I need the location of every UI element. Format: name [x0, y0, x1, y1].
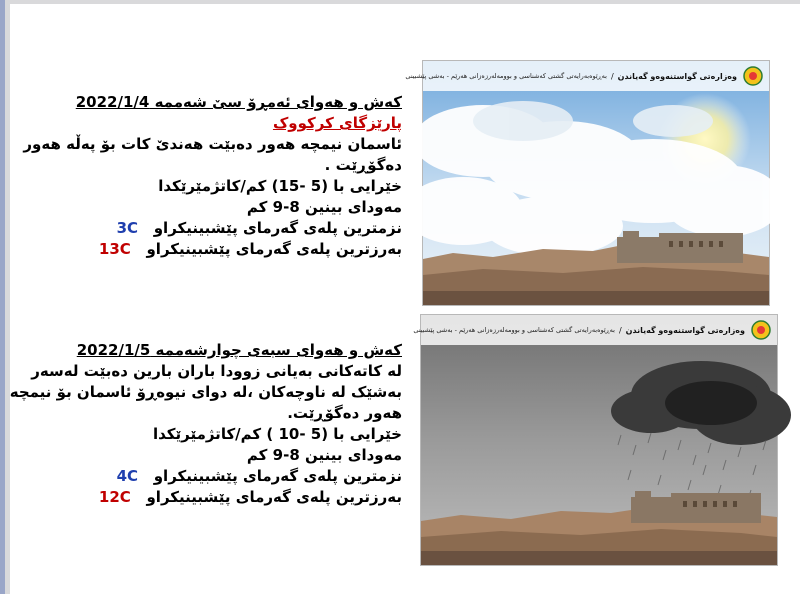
directorate-name: بەڕێوەبەرایەتی گشتی کەشناسی و بوومەلەرزەزانی هەرێم - بەشی پێشبینی [405, 72, 607, 80]
banner-separator: / [610, 71, 614, 81]
max-temp-label: بەرزترین پلەی گەرمای پێشبینیکراو [146, 488, 402, 506]
rainy-citadel-image [421, 315, 777, 565]
forecast-today-min-temp [72, 218, 402, 239]
forecast-tomorrow-max-temp [24, 487, 402, 508]
forecast-tomorrow-description-1: لە کاتەکانی بەیانی زوودا باران بارین دەبێت لەسەر [31, 362, 402, 380]
max-temp-value: 13C [98, 240, 131, 258]
kurdistan-sun-logo-icon [751, 320, 771, 340]
forecast-today-description-1: ئاسمان نیمچە هەور دەبێت هەندێ کات بۆ پەڵە هەور [23, 135, 402, 153]
min-temp-value: 3C [116, 219, 139, 237]
forecast-today-visibility: مەودای بینین 8-9 کم [246, 198, 402, 216]
min-temp-label: نزمترین پلەی گەرمای پێشبینیکراو [153, 219, 402, 237]
forecast-today-wind: خێرایی با (5 -15) کم/کاتژمێرێکدا [158, 177, 402, 195]
ministry-name: وەزارەتی گواستنەوەو گەیاندن [625, 325, 745, 335]
forecast-tomorrow-title: کەش و هەوای سبەی چوارشەممە 2022/1/5 [76, 341, 402, 359]
forecast-tomorrow-description-3: هەور دەگۆڕێت. [287, 404, 402, 422]
ministry-name: وەزارەتی گواستنەوەو گەیاندن [617, 71, 737, 81]
forecast-today-title: کەش و هەوای ئەمڕۆ سێ شەممە 2022/1/4 [75, 93, 402, 111]
forecast-today [23, 92, 402, 260]
max-temp-value: 12C [98, 488, 131, 506]
directorate-name: بەڕێوەبەرایەتی گشتی کەشناسی و بوومەلەرزەزانی هەرێم - بەشی پێشبینی [413, 326, 615, 334]
forecast-tomorrow-min-temp [24, 466, 402, 487]
photo-banner [413, 315, 777, 345]
weather-photo-tomorrow [413, 314, 778, 566]
photo-banner [405, 61, 769, 91]
kurdistan-sun-logo-icon [743, 66, 763, 86]
forecast-tomorrow-description-2: بەشێک لە ناوچەکان ،لە دوای نیوەڕۆ ئاسمان بۆ نیمچە [9, 383, 402, 401]
min-temp-value: 4C [116, 467, 139, 485]
forecast-tomorrow [9, 340, 402, 508]
forecast-tomorrow-wind: خێرایی با (5 -10 ) کم/کاتژمێرێکدا [152, 425, 402, 443]
partly-cloudy-citadel-image [423, 61, 769, 305]
forecast-today-description-2: دەگۆڕێت . [324, 156, 402, 174]
weather-photo-today [405, 60, 770, 306]
forecast-tomorrow-visibility: مەودای بینین 8-9 کم [246, 446, 402, 464]
forecast-today-max-temp [72, 239, 402, 260]
max-temp-label: بەرزترین پلەی گەرمای پێشبینیکراو [146, 240, 402, 258]
min-temp-label: نزمترین پلەی گەرمای پێشبینیکراو [153, 467, 402, 485]
window-edge [0, 0, 5, 594]
banner-separator: / [618, 325, 622, 335]
city-name: پارێزگای کرکووک [272, 114, 402, 132]
